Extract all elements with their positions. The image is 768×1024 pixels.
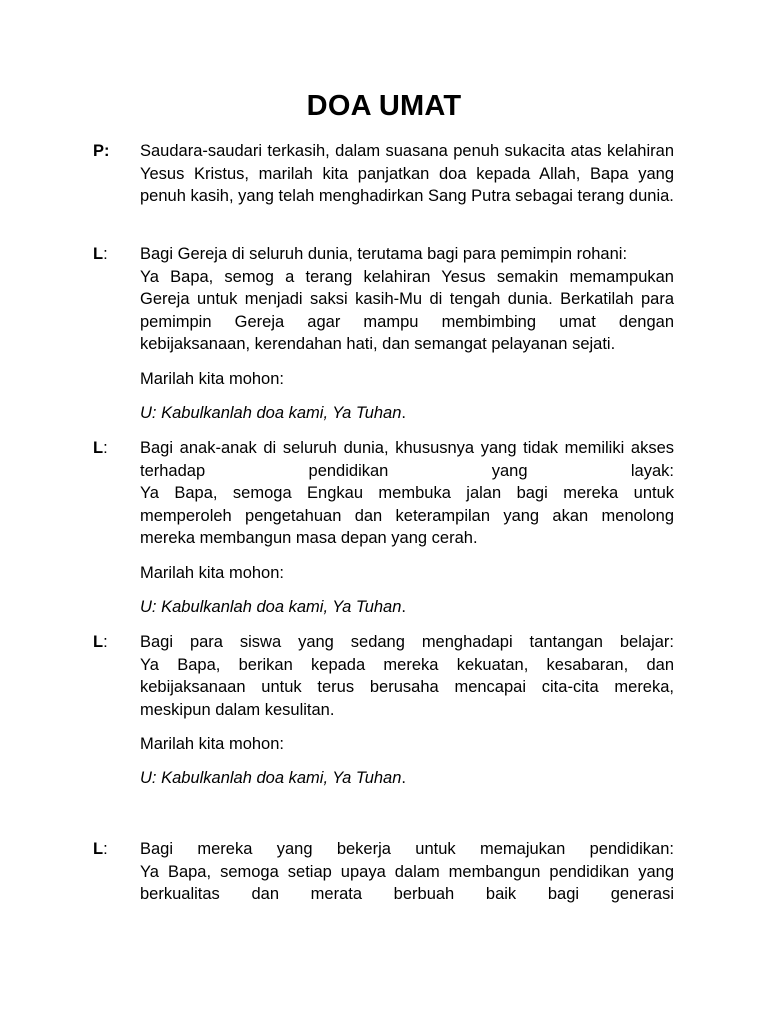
response-text: U: Kabulkanlah doa kami, Ya Tuhan bbox=[140, 598, 402, 616]
page-title: DOA UMAT bbox=[306, 90, 462, 122]
response-end: . bbox=[401, 404, 407, 422]
intention-line: Ya Bapa, semoga setiap upaya dalam membangun pendidikan yang berkualitas dan merata berbuah baik bagi generasi bbox=[140, 862, 674, 904]
speaker-label bbox=[93, 437, 108, 460]
speaker-label bbox=[93, 631, 108, 654]
speaker-label-letter: L bbox=[93, 633, 104, 651]
intention-line: Ya Bapa, berikan kepada mereka kekuatan, kesabaran, dan kebijaksanaan untuk terus berusaha mencapai cita-cita mereka, meskipun dalam kesulitan. bbox=[140, 655, 674, 719]
speaker-label-colon: : bbox=[103, 633, 108, 651]
invitation-text: Marilah kita mohon: bbox=[140, 370, 284, 388]
invitation-text: Marilah kita mohon: bbox=[140, 735, 284, 753]
opening-text: Saudara-saudari terkasih, dalam suasana penuh sukacita atas kelahiran Yesus Kristus, marilah kita panjatkan doa kepada Allah, Bapa yang penuh kasih, yang telah menghadirkan Sang Putra sebagai terang dunia. bbox=[140, 142, 674, 206]
intention-line: Bagi anak-anak di seluruh dunia, khususnya yang tidak memiliki akses terhadap pendidikan yang layak: bbox=[140, 439, 674, 480]
speaker-label-colon: : bbox=[103, 245, 108, 263]
response-text: U: Kabulkanlah doa kami, Ya Tuhan bbox=[140, 404, 402, 422]
invitation-text: Marilah kita mohon: bbox=[140, 564, 284, 582]
speaker-label-letter: L bbox=[93, 245, 104, 263]
intention-text bbox=[140, 631, 674, 721]
speaker-label-letter: L bbox=[93, 439, 104, 457]
response-line bbox=[140, 596, 406, 619]
response-end: . bbox=[401, 598, 407, 616]
intention-line: Bagi mereka yang bekerja untuk memajukan pendidikan: bbox=[140, 840, 674, 858]
speaker-label-priest: P: bbox=[93, 142, 110, 160]
speaker-label-colon: : bbox=[103, 840, 108, 858]
speaker-label bbox=[93, 838, 108, 861]
intention-text bbox=[140, 838, 674, 906]
response-end: . bbox=[401, 769, 407, 787]
response-text: U: Kabulkanlah doa kami, Ya Tuhan bbox=[140, 769, 402, 787]
intention-line: Bagi Gereja di seluruh dunia, terutama bagi para pemimpin rohani: bbox=[140, 245, 628, 263]
speaker-label-colon: : bbox=[103, 439, 108, 457]
intention-text bbox=[140, 243, 674, 356]
intention-text bbox=[140, 437, 674, 550]
speaker-label bbox=[93, 243, 108, 266]
speaker-label-letter: L bbox=[93, 840, 104, 858]
intention-line: Bagi para siswa yang sedang menghadapi tantangan belajar: bbox=[140, 633, 674, 651]
speaker-label bbox=[93, 140, 110, 163]
intention-line: Ya Bapa, semog a terang kelahiran Yesus semakin memampukan Gereja untuk menjadi saksi kasih-Mu di tengah dunia. Berkatilah para pemimpin Gereja agar mampu membimbing umat dengan kebijaksanaan, kerendahan hati, dan semangat pelayanan sejati. bbox=[140, 267, 674, 354]
response-line bbox=[140, 767, 406, 790]
response-line bbox=[140, 402, 406, 425]
intention-line: Ya Bapa, semoga Engkau membuka jalan bagi mereka untuk memperoleh pengetahuan dan keterampilan yang akan menolong mereka membangun masa depan yang cerah. bbox=[140, 484, 674, 548]
